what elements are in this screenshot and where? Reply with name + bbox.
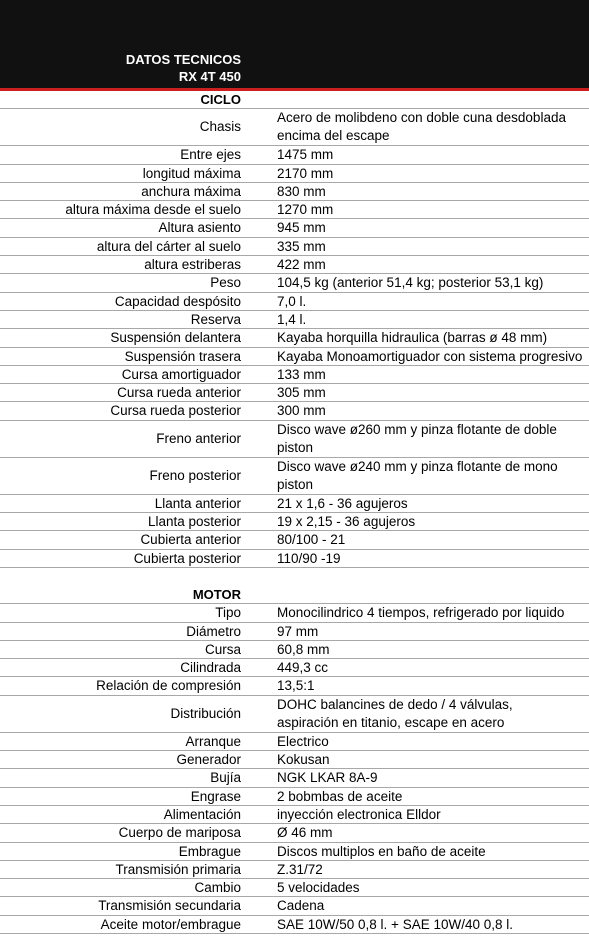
spec-value: 300 mm [277, 403, 326, 419]
spec-value: encima del escape [277, 128, 390, 144]
spec-label: Cursa rueda posterior [110, 403, 241, 419]
spec-label: Suspensión delantera [110, 330, 241, 346]
section-spacer [0, 568, 589, 586]
spec-row [0, 348, 589, 366]
spec-row [0, 311, 589, 329]
spec-label: Embrague [178, 843, 241, 859]
model-name: RX 4T 450 [178, 69, 241, 84]
spec-label: Arranque [185, 733, 241, 749]
spec-value: 21 x 1,6 - 36 agujeros [277, 495, 408, 511]
spec-row [0, 788, 589, 806]
spec-value: 7,0 l. [277, 293, 307, 309]
spec-label: Engrase [190, 788, 241, 804]
spec-value: 97 mm [277, 623, 319, 639]
spec-value: Disco wave ø260 mm y pinza flotante de doble [277, 421, 557, 437]
spec-label: Cuerpo de mariposa [118, 825, 241, 841]
spec-row [0, 109, 589, 146]
spec-label: Cubierta anterior [140, 532, 241, 548]
spec-value: Kokusan [277, 752, 330, 768]
spec-value: 133 mm [277, 366, 326, 382]
spec-label: Aceite motor/embrague [100, 916, 241, 932]
spec-value: Ø 46 mm [277, 825, 333, 841]
spec-value: Acero de molibdeno con doble cuna desdoblada [277, 110, 566, 126]
spec-row [0, 274, 589, 292]
spec-row [0, 677, 589, 695]
spec-row [0, 769, 589, 787]
spec-row [0, 421, 589, 458]
spec-value: Z.31/72 [277, 861, 323, 877]
spec-row [0, 733, 589, 751]
spec-table [0, 91, 589, 934]
spec-value: 1270 mm [277, 202, 334, 218]
spec-value: Discos multiplos en baño de aceite [277, 843, 486, 859]
spec-row [0, 293, 589, 311]
spec-row [0, 696, 589, 733]
spec-row [0, 384, 589, 402]
spec-value: 945 mm [277, 220, 326, 236]
spec-label: Llanta anterior [154, 495, 241, 511]
spec-label: Capacidad despósito [114, 293, 241, 309]
spec-row [0, 824, 589, 842]
spec-label: Cursa rueda anterior [117, 385, 241, 401]
spec-value: Electrico [277, 733, 329, 749]
spec-row [0, 402, 589, 420]
spec-value: piston [277, 439, 314, 455]
spec-label: Suspensión trasera [124, 348, 241, 364]
spec-value: 335 mm [277, 238, 326, 254]
spec-value: 830 mm [277, 183, 326, 199]
spec-label: longitud máxima [142, 165, 241, 181]
spec-row [0, 146, 589, 164]
spec-value: 5 velocidades [277, 880, 360, 896]
section-heading: CICLO [200, 92, 241, 107]
spec-row [0, 623, 589, 641]
spec-value: 104,5 kg (anterior 51,4 kg; posterior 53,1 kg) [277, 275, 544, 291]
spec-label: altura estriberas [144, 257, 241, 273]
spec-label: Reserva [190, 311, 241, 327]
spec-label: Altura asiento [158, 220, 241, 236]
spec-label: Entre ejes [180, 147, 241, 163]
spec-row [0, 458, 589, 495]
spec-value: 422 mm [277, 257, 326, 273]
spec-row [0, 879, 589, 897]
spec-row [0, 201, 589, 219]
spec-label: Cursa [204, 641, 241, 657]
spec-value: 19 x 2,15 - 36 agujeros [277, 514, 416, 530]
spec-label: Generador [176, 752, 241, 768]
spec-row [0, 550, 589, 568]
spec-label: Alimentación [163, 806, 241, 822]
spec-value: piston [277, 476, 314, 492]
spec-label: Cilindrada [180, 660, 241, 676]
spec-value: 13,5:1 [277, 678, 315, 694]
spec-value: Kayaba Monoamortiguador con sistema progresivo [277, 348, 583, 364]
spec-label: Transmisión primaria [115, 861, 241, 877]
section-heading: MOTOR [192, 586, 241, 602]
spec-value: SAE 10W/50 0,8 l. + SAE 10W/40 0,8 l. [277, 916, 513, 932]
spec-value: 1,4 l. [277, 311, 307, 327]
spec-value: Kayaba horquilla hidraulica (barras ø 48 mm) [277, 330, 548, 346]
spec-label: Bujía [210, 770, 241, 786]
spec-label: Diámetro [186, 623, 241, 639]
spec-value: 449,3 cc [277, 660, 329, 676]
spec-row [0, 329, 589, 347]
spec-label: Tipo [215, 605, 241, 621]
spec-label: Freno anterior [156, 430, 241, 446]
spec-label: Cubierta posterior [133, 550, 241, 566]
spec-label: Freno posterior [149, 467, 241, 483]
spec-value: 2170 mm [277, 165, 334, 181]
spec-value: 2 bobmbas de aceite [277, 788, 403, 804]
spec-value: 60,8 mm [277, 641, 330, 657]
doc-title: DATOS TECNICOS [125, 52, 241, 67]
spec-row [0, 604, 589, 622]
spec-label: anchura máxima [141, 183, 241, 199]
section-heading-row [0, 586, 589, 604]
spec-label: Cursa amortiguador [121, 366, 241, 382]
spec-row [0, 843, 589, 861]
spec-value: 305 mm [277, 385, 326, 401]
spec-value: aspiración en titanio, escape en acero [277, 714, 505, 730]
spec-row [0, 916, 589, 934]
section-heading-row [0, 91, 589, 109]
spec-label: Cambio [194, 880, 241, 896]
spec-label: Chasis [199, 119, 241, 135]
spec-row [0, 165, 589, 183]
spec-row [0, 531, 589, 549]
spec-value: 1475 mm [277, 147, 334, 163]
spec-row [0, 659, 589, 677]
spec-value: Monocilindrico 4 tiempos, refrigerado por liquido [277, 605, 565, 621]
spec-value: 80/100 - 21 [277, 532, 346, 548]
spec-row [0, 366, 589, 384]
spec-row [0, 238, 589, 256]
spec-row [0, 641, 589, 659]
spec-value: DOHC balancines de dedo / 4 válvulas, [277, 696, 513, 712]
spec-label: altura del cárter al suelo [96, 238, 241, 254]
spec-row [0, 751, 589, 769]
spec-label: Llanta posterior [147, 514, 241, 530]
spec-row [0, 219, 589, 237]
spec-value: Cadena [277, 898, 325, 914]
spec-value: 110/90 -19 [277, 550, 341, 566]
spec-value: NGK LKAR 8A-9 [277, 770, 378, 786]
spec-row [0, 513, 589, 531]
spec-row [0, 495, 589, 513]
spec-value: inyección electronica Elldor [277, 806, 441, 822]
spec-label: Peso [210, 275, 241, 291]
spec-value: Disco wave ø240 mm y pinza flotante de mono [277, 458, 558, 474]
header-banner [0, 0, 589, 88]
spec-label: Relación de compresión [96, 678, 241, 694]
spec-label: altura máxima desde el suelo [65, 202, 241, 218]
spec-row [0, 183, 589, 201]
spec-row [0, 897, 589, 915]
spec-label: Distribución [170, 705, 241, 721]
spec-row [0, 861, 589, 879]
spec-row [0, 256, 589, 274]
spec-label: Transmisión secundaria [98, 898, 241, 914]
spec-row [0, 806, 589, 824]
